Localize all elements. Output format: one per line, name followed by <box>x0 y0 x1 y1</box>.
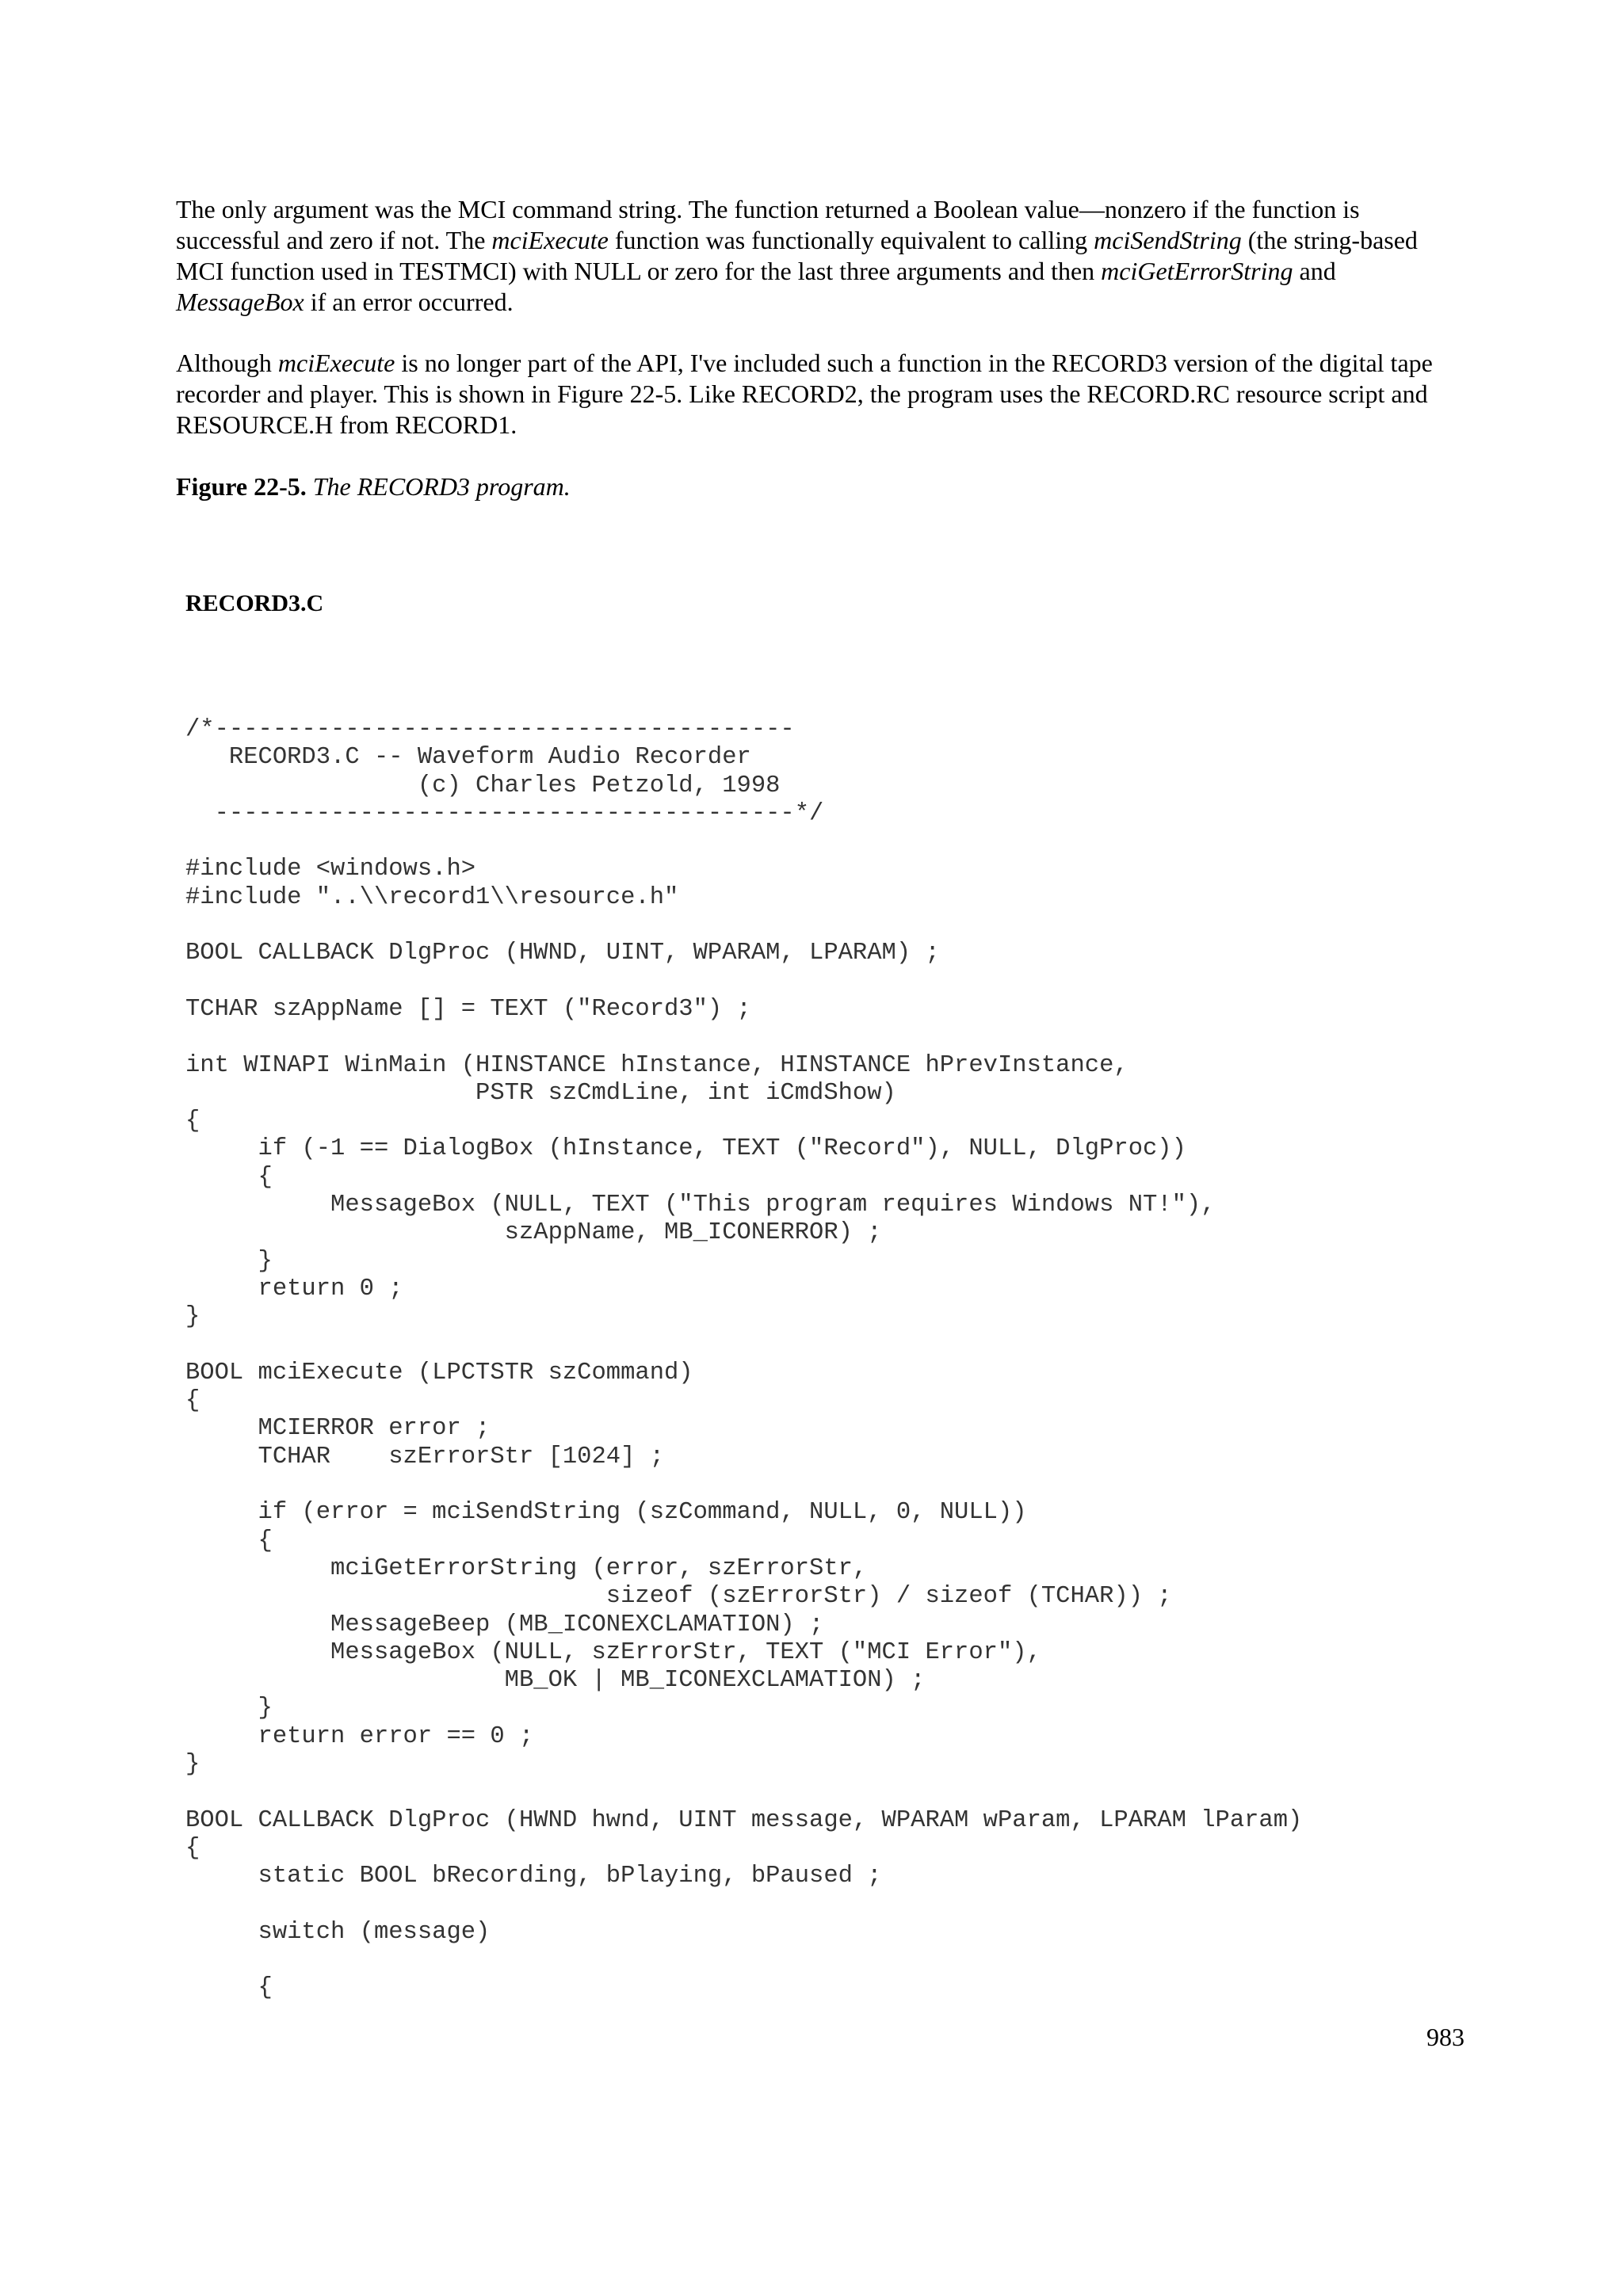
code-line: { <box>185 1387 200 1415</box>
italic-function-name: mciExecute <box>277 349 395 377</box>
code-line <box>185 1890 1302 1918</box>
code-listing <box>185 716 1302 2003</box>
code-line <box>185 1332 1302 1360</box>
code-line: MessageBox (NULL, TEXT ("This program requires Windows NT!"), <box>185 1192 1216 1219</box>
code-line: return error == 0 ; <box>185 1722 534 1750</box>
page-number: 983 <box>1426 2023 1465 2051</box>
code-line: szAppName, MB_ICONERROR) ; <box>185 1219 882 1247</box>
code-line: MessageBox (NULL, szErrorStr, TEXT ("MCI Error"), <box>185 1638 1041 1666</box>
code-line: MessageBeep (MB_ICONEXCLAMATION) ; <box>185 1611 824 1638</box>
code-line <box>185 1471 1302 1499</box>
code-line: /*---------------------------------------- <box>185 716 795 743</box>
code-line: #include <windows.h> <box>185 856 476 883</box>
code-line: PSTR szCmdLine, int iCmdShow) <box>185 1079 896 1107</box>
code-line <box>185 1024 1302 1051</box>
text-run: (the string-based MCI function used in TESTMCI) with NULL or zero for the last three arguments and then <box>176 226 1418 285</box>
code-line: switch (message) <box>185 1918 491 1946</box>
code-line: TCHAR szErrorStr [1024] ; <box>185 1443 664 1470</box>
code-line: #include "..\\record1\\resource.h" <box>185 883 679 911</box>
italic-function-name: MessageBox <box>176 288 304 316</box>
text-run: if an error occurred. <box>304 288 514 316</box>
code-line: BOOL CALLBACK DlgProc (HWND, UINT, WPARAM, LPARAM) ; <box>185 940 940 967</box>
source-file-heading: RECORD3.C <box>185 590 324 616</box>
figure-caption <box>176 471 571 502</box>
code-line <box>185 1947 1302 1974</box>
code-line: } <box>185 1750 200 1778</box>
code-line: { <box>185 1834 200 1862</box>
code-line <box>185 828 1302 856</box>
code-line: if (-1 == DialogBox (hInstance, TEXT ("Record"), NULL, DlgProc)) <box>185 1135 1186 1163</box>
code-line: MCIERROR error ; <box>185 1415 491 1443</box>
code-line: } <box>185 1247 273 1275</box>
italic-function-name: mciExecute <box>491 226 609 254</box>
code-line <box>185 968 1302 996</box>
code-line <box>185 912 1302 940</box>
italic-function-name: mciGetErrorString <box>1101 257 1293 285</box>
code-line: ----------------------------------------*/ <box>185 799 824 827</box>
text-run: is no longer part of the API, I've included such a function in the RECORD3 version of the digital tape recorder and player. This is shown in Figure 22-5. Like RECORD2, the program uses the RECORD.RC resource script and RESOURCE.H from RECORD1. <box>176 349 1433 439</box>
code-line: MB_OK | MB_ICONEXCLAMATION) ; <box>185 1667 926 1695</box>
code-line: if (error = mciSendString (szCommand, NULL, 0, NULL)) <box>185 1499 1027 1527</box>
code-line: BOOL mciExecute (LPCTSTR szCommand) <box>185 1359 693 1386</box>
text-run: Although <box>176 349 278 377</box>
code-line: } <box>185 1303 200 1331</box>
body-paragraph-1 <box>176 194 1465 318</box>
code-line: } <box>185 1695 273 1722</box>
italic-function-name: mciSendString <box>1094 226 1242 254</box>
code-line: { <box>185 1108 200 1135</box>
code-line: (c) Charles Petzold, 1998 <box>185 772 781 799</box>
code-line: TCHAR szAppName [] = TEXT ("Record3") ; <box>185 995 751 1023</box>
code-line: { <box>185 1974 273 2002</box>
figure-title: The RECORD3 program. <box>312 472 571 501</box>
code-line: int WINAPI WinMain (HINSTANCE hInstance, HINSTANCE hPrevInstance, <box>185 1051 1128 1079</box>
text-run: and <box>1293 257 1336 285</box>
code-line: RECORD3.C -- Waveform Audio Recorder <box>185 744 751 772</box>
code-line: static BOOL bRecording, bPlaying, bPaused ; <box>185 1863 882 1890</box>
code-line: BOOL CALLBACK DlgProc (HWND hwnd, UINT message, WPARAM wParam, LPARAM lParam) <box>185 1806 1303 1834</box>
code-line: { <box>185 1163 273 1191</box>
code-line <box>185 1779 1302 1806</box>
code-line: { <box>185 1527 273 1554</box>
code-line: sizeof (szErrorStr) / sizeof (TCHAR)) ; <box>185 1583 1172 1611</box>
code-line: mciGetErrorString (error, szErrorStr, <box>185 1554 868 1582</box>
figure-label: Figure 22-5. <box>176 472 307 501</box>
code-line: return 0 ; <box>185 1275 403 1302</box>
text-run: function was functionally equivalent to calling <box>608 226 1094 254</box>
body-paragraph-2 <box>176 348 1465 441</box>
text-run: The only argument was the MCI command string. The function returned a Boolean value—nonzero if the function is successful and zero if not. The <box>176 195 1360 254</box>
